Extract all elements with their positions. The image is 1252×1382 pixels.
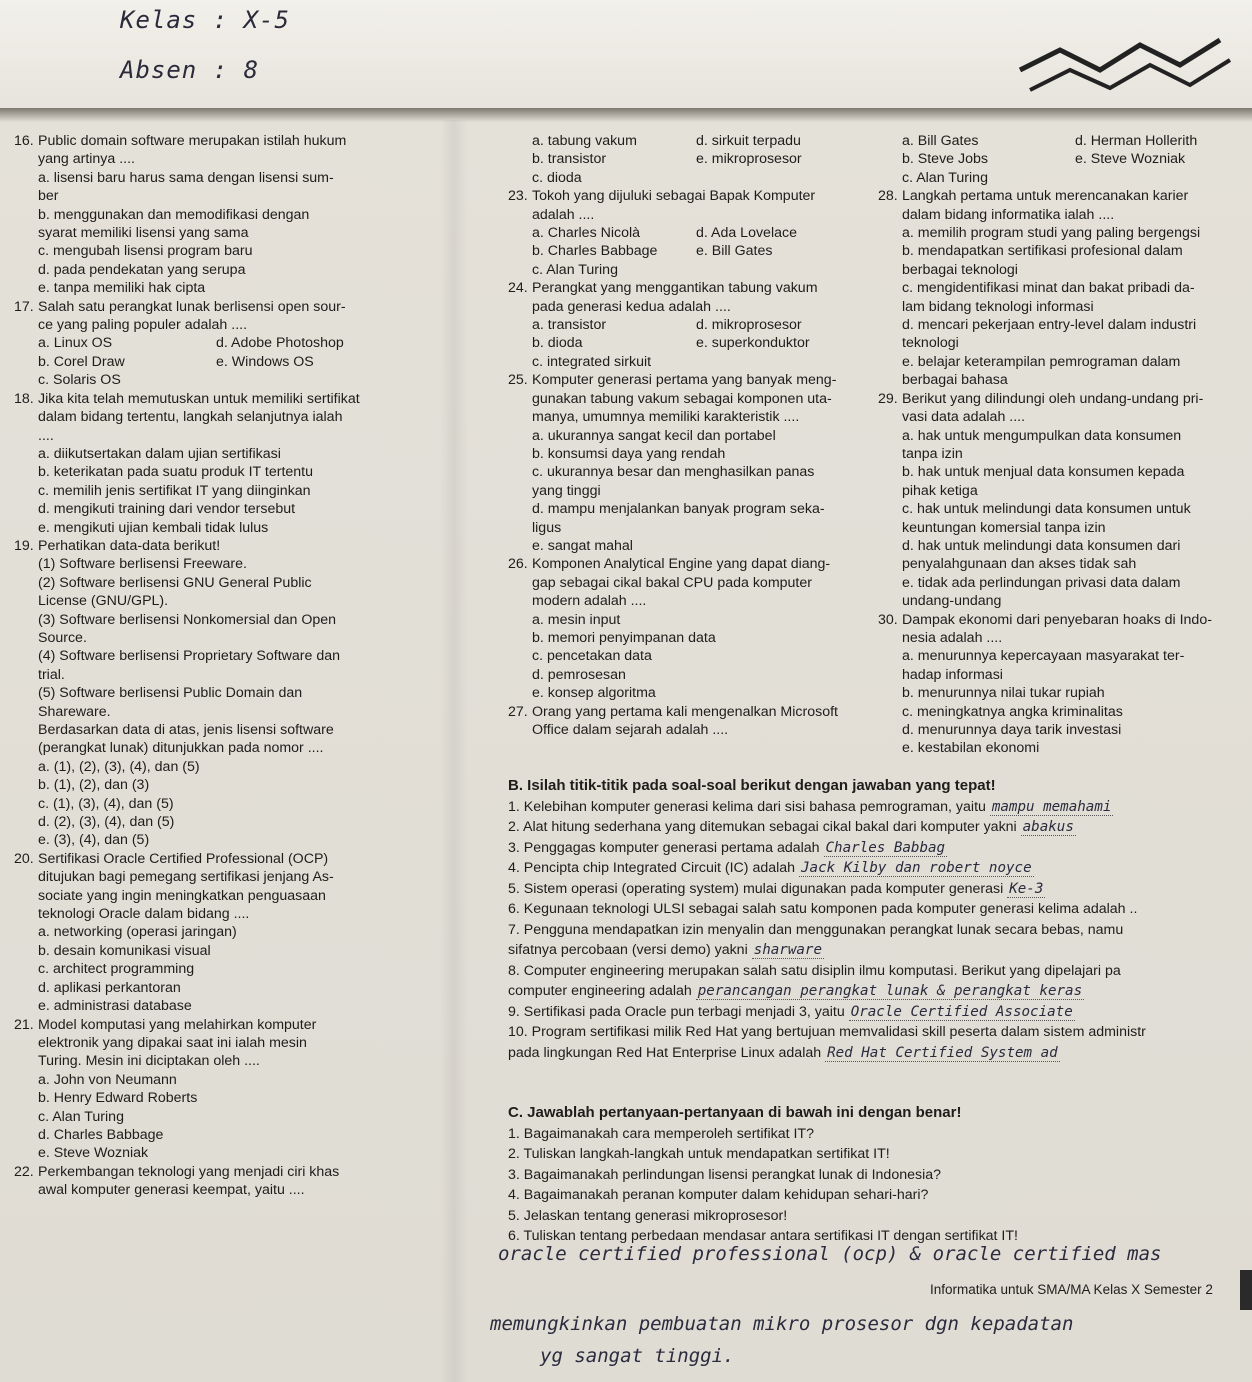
question-stem [508, 703, 860, 721]
answer-option: d. mengikuti training dari vendor tersebut [38, 501, 296, 518]
handwritten-class: Kelas : X-5 [120, 6, 290, 34]
answer-option: d. Herman Hollerith [1075, 133, 1198, 149]
question-block [508, 279, 860, 371]
handwritten-answer: abakus [1022, 819, 1074, 835]
page-footer: Informatika untuk SMA/MA Kelas X Semester 2 [930, 1282, 1213, 1297]
question-number: 27. [508, 703, 528, 720]
essay-question: 6. Tuliskan tentang perbedaan mendasar antara sertifikasi IT dengan sertifikat IT! [508, 1228, 1018, 1244]
answer-option-row [508, 334, 860, 352]
question-stem [14, 390, 394, 408]
answer-option: c. Alan Turing [902, 169, 988, 186]
question-stem [878, 390, 1248, 408]
column-left [14, 132, 394, 1200]
question-block [508, 187, 860, 279]
answer-option-row [14, 334, 394, 352]
fill-in-item [508, 817, 1248, 838]
fill-in-question: 7. Pengguna mendapatkan izin menyalin dan menggunakan perangkat lunak secara bebas, namu [508, 921, 1124, 938]
answer-option: ber [38, 188, 59, 205]
answer-option: yang tinggi [532, 482, 601, 499]
answer-option: License (GNU/GPL). [38, 593, 169, 610]
answer-option [216, 371, 394, 389]
answer-option: a. Charles Nicolà [532, 225, 641, 242]
answer-option: (5) Software berlisensi Public Domain dan [38, 685, 303, 702]
answer-option: Source. [38, 629, 87, 646]
handwritten-answer: Ke-3 [1009, 880, 1044, 897]
answer-option: c. ukurannya besar dan menghasilkan panas [532, 464, 815, 481]
question-stem: elektronik yang dipakai saat ini ialah mesin [38, 1034, 307, 1051]
answer-option: c. (1), (3), (4), dan (5) [38, 795, 174, 812]
question-stem [508, 555, 860, 573]
answer-option: a. mesin input [532, 611, 621, 628]
question-stem: gap sebagai cikal bakal CPU pada komputer [532, 574, 812, 591]
answer-option: a. lisensi baru harus sama dengan lisensi sum- [38, 169, 334, 186]
question-stem: ce yang paling populer adalah .... [38, 317, 248, 334]
question-number: 25. [508, 372, 528, 389]
question-stem: teknologi Oracle dalam bidang .... [38, 906, 250, 923]
question-stem: dalam bidang tertentu, langkah selanjutnya ialah [38, 409, 343, 426]
answer-option: b. Steve Jobs [902, 151, 988, 168]
answer-option: b. memori penyimpanan data [532, 629, 716, 646]
question-block [14, 390, 394, 537]
fill-in-item [508, 940, 1248, 961]
answer-option: d. Adobe Photoshop [216, 335, 344, 352]
answer-option: c. pencetakan data [532, 648, 652, 665]
answer-option: c. hak untuk melindungi data konsumen untuk [902, 501, 1191, 518]
question-stem [508, 187, 860, 205]
essay-question: 2. Tuliskan langkah-langkah untuk mendapatkan sertifikat IT! [508, 1146, 890, 1162]
question-block [14, 1016, 394, 1163]
question-number: 28. [878, 188, 898, 205]
fill-in-item [508, 981, 1248, 1002]
answer-option: e. superkonduktor [696, 335, 810, 352]
fill-in-question: 10. Program sertifikasi milik Red Hat yang bertujuan memvalidasi skill peserta dalam sistem administr [508, 1024, 1146, 1040]
question-stem: dalam bidang informatika ialah .... [902, 206, 1115, 223]
answer-option-row [508, 169, 860, 187]
handwritten-answer: Oracle Certified Associate [850, 1003, 1073, 1020]
answer-option: a. menurunnya kepercayaan masyarakat ter- [902, 648, 1185, 665]
answer-option: d. mikroprosesor [696, 317, 802, 334]
answer-option [696, 261, 860, 279]
answer-option-row [508, 224, 860, 242]
question-stem: ditujukan bagi pemegang sertifikasi jenjang As- [38, 869, 334, 886]
question-text: Komputer generasi pertama yang banyak meng- [532, 372, 837, 389]
question-text: Tokoh yang dijuluki sebagai Bapak Komputer [532, 188, 816, 205]
answer-option: Shareware. [38, 703, 111, 720]
answer-option: a. transistor [532, 317, 607, 334]
answer-option [1075, 169, 1248, 187]
answer-option: b. Henry Edward Roberts [38, 1090, 198, 1107]
question-stem: manya, umumnya memiliki karakteristik .... [532, 409, 800, 426]
answer-option: d. pemrosesan [532, 666, 626, 683]
answer-option: trial. [38, 666, 65, 683]
answer-option: e. Windows OS [216, 353, 314, 370]
question-block [14, 298, 394, 390]
answer-option: c. integrated sirkuit [532, 353, 652, 370]
fill-in-question: sifatnya percobaan (versi demo) yakni [508, 942, 752, 958]
question-number: 19. [14, 537, 34, 554]
question-number: 21. [14, 1016, 34, 1033]
question-stem: vasi data adalah .... [902, 409, 1026, 426]
question-stem: sociate yang ingin meningkatkan penguasaan [38, 887, 326, 904]
answer-option: d. pada pendekatan yang serupa [38, 261, 246, 278]
question-number: 23. [508, 188, 528, 205]
question-number: 17. [14, 298, 34, 315]
answer-option: b. transistor [532, 151, 607, 168]
answer-option: berbagai bahasa [902, 372, 1008, 389]
question-number: 20. [14, 850, 34, 867]
answer-option: a. Linux OS [38, 335, 113, 352]
question-stem: awal komputer generasi keempat, yaitu .... [38, 1182, 305, 1199]
fill-in-question: 9. Sertifikasi pada Oracle pun terbagi menjadi 3, yaitu [508, 1003, 849, 1020]
answer-option: (1) Software berlisensi Freeware. [38, 556, 247, 573]
handwritten-answer: sharware [753, 942, 823, 958]
question-text: Dampak ekonomi dari penyebaran hoaks di Indo- [902, 611, 1212, 628]
question-number: 22. [14, 1163, 34, 1180]
answer-option: a. tabung vakum [532, 133, 637, 149]
answer-option: e. (3), (4), dan (5) [38, 832, 150, 849]
question-block [878, 187, 1248, 389]
question-text: Berikut yang dilindungi oleh undang-undang pri- [902, 390, 1204, 407]
question-stem [14, 132, 394, 150]
question-stem: adalah .... [532, 206, 595, 223]
handwritten-note-3: yg sangat tinggi. [540, 1345, 735, 1367]
fill-in-item [508, 920, 1248, 941]
answer-option: a. ukurannya sangat kecil dan portabel [532, 427, 776, 444]
answer-option: c. Alan Turing [38, 1108, 124, 1125]
answer-option: e. sangat mahal [532, 537, 633, 554]
question-stem [14, 1016, 394, 1034]
fill-in-question: 6. Kegunaan teknologi ULSI sebagai salah satu komponen pada komputer generasi kelima adalah .. [508, 901, 1138, 917]
fill-in-item [508, 899, 1248, 920]
fill-in-question: computer engineering adalah [508, 983, 696, 999]
answer-option-row [508, 316, 860, 334]
fill-in-question: pada lingkungan Red Hat Enterprise Linux adalah [508, 1044, 826, 1061]
answer-option-row [878, 132, 1248, 150]
answer-option: (4) Software berlisensi Proprietary Software dan [38, 648, 341, 665]
answer-option: e. konsep algoritma [532, 685, 656, 702]
answer-option: d. menurunnya daya tarik investasi [902, 722, 1122, 738]
answer-option: d. sirkuit terpadu [696, 133, 801, 149]
answer-option-row [878, 150, 1248, 168]
question-block [508, 703, 860, 740]
answer-option-row [878, 169, 1248, 187]
question-number: 24. [508, 280, 528, 297]
page-edge [1240, 1270, 1252, 1310]
fill-in-item [508, 1043, 1248, 1064]
question-text: Public domain software merupakan istilah hukum [38, 133, 347, 149]
answer-option: penyalahgunaan dan akses tidak sah [902, 556, 1137, 573]
answer-option: keuntungan komersial tanpa izin [902, 519, 1106, 536]
handwritten-answer: Charles Babbag [825, 839, 946, 856]
question-text: Jika kita telah memutuskan untuk memiliki sertifikat [38, 390, 360, 407]
question-stem [14, 721, 394, 739]
answer-option: ligus [532, 519, 562, 536]
answer-option: d. Charles Babbage [38, 1126, 164, 1143]
question-block [14, 850, 394, 1016]
question-block [14, 721, 394, 850]
answer-option: c. architect programming [38, 961, 195, 978]
question-text: Perhatikan data-data berikut! [38, 537, 221, 554]
answer-option: c. mengubah lisensi program baru [38, 243, 253, 260]
question-stem: nesia adalah .... [902, 629, 1003, 646]
fill-in-item [508, 1022, 1248, 1043]
answer-option: b. dioda [532, 335, 583, 352]
answer-option-row [508, 132, 860, 150]
answer-option: e. tanpa memiliki hak cipta [38, 280, 206, 297]
answer-option: a. memilih program studi yang paling bergengsi [902, 225, 1201, 242]
answer-option: berbagai teknologi [902, 261, 1018, 278]
question-stem: pada generasi kedua adalah .... [532, 298, 731, 315]
question-stem [14, 850, 394, 868]
question-stem: modern adalah .... [532, 593, 647, 610]
page-spine [440, 120, 468, 1382]
question-text: Perangkat yang menggantikan tabung vakum [532, 280, 818, 297]
section-c [508, 1103, 1248, 1247]
answer-option: e. mengikuti ujian kembali tidak lulus [38, 519, 269, 536]
question-text: Sertifikasi Oracle Certified Professional (OCP) [38, 850, 329, 867]
question-block [508, 555, 860, 702]
answer-option-row [508, 242, 860, 260]
answer-option: d. aplikasi perkantoran [38, 979, 181, 996]
question-text: Orang yang pertama kali mengenalkan Microsoft [532, 703, 838, 720]
question-stem [508, 279, 860, 297]
fill-in-question: 5. Sistem operasi (operating system) mulai digunakan pada komputer generasi [508, 880, 1008, 897]
answer-option: e. mikroprosesor [696, 151, 802, 168]
answer-option: b. desain komunikasi visual [38, 942, 211, 959]
column-middle [508, 132, 860, 739]
question-stem: yang artinya .... [38, 151, 135, 168]
question-stem [878, 187, 1248, 205]
question-block [14, 132, 394, 298]
answer-option: (2) Software berlisensi GNU General Public [38, 574, 312, 591]
answer-option: tanpa izin [902, 445, 963, 462]
answer-option: b. mendapatkan sertifikasi profesional dalam [902, 243, 1183, 260]
answer-option: c. mengidentifikasi minat dan bakat pribadi da- [902, 280, 1195, 297]
doodle-zigzag [1000, 10, 1240, 110]
question-text: Salah satu perangkat lunak berlisensi open sour- [38, 298, 346, 315]
section-b-title: B. Isilah titik-titik pada soal-soal berikut dengan jawaban yang tepat! [508, 777, 996, 794]
answer-option: d. hak untuk melindungi data konsumen dari [902, 537, 1181, 554]
answer-option: e. tidak ada perlindungan privasi data dalam [902, 574, 1181, 591]
question-text: Komponen Analytical Engine yang dapat diang- [532, 556, 831, 573]
fill-in-item [508, 961, 1248, 982]
question-number: 30. [878, 611, 898, 628]
answer-option [696, 169, 860, 187]
question-block [14, 537, 394, 721]
answer-option: hadap informasi [902, 666, 1003, 683]
answer-option: d. Ada Lovelace [696, 225, 797, 242]
question-block [508, 371, 860, 555]
question-number: 26. [508, 556, 528, 573]
answer-option: a. networking (operasi jaringan) [38, 924, 237, 941]
answer-option: d. mampu menjalankan banyak program seka- [532, 501, 825, 518]
question-stem [14, 1163, 394, 1181]
answer-option: pihak ketiga [902, 482, 978, 499]
handwritten-answer: Jack Kilby dan robert noyce [801, 860, 1032, 876]
answer-option [696, 353, 860, 371]
fill-in-item [508, 797, 1248, 818]
question-block [508, 132, 860, 187]
question-block [878, 390, 1248, 611]
essay-question: 4. Bagaimanakah peranan komputer dalam kehidupan sehari-hari? [508, 1187, 929, 1203]
fill-in-question: 2. Alat hitung sederhana yang ditemukan sebagai cikal bakal dari komputer yakni [508, 819, 1021, 835]
fill-in-question: 3. Penggagas komputer generasi pertama adalah [508, 839, 824, 856]
answer-option: a. (1), (2), (3), (4), dan (5) [38, 758, 200, 775]
question-stem: Office dalam sejarah adalah .... [532, 722, 729, 738]
answer-option: c. dioda [532, 169, 582, 186]
question-text: Berdasarkan data di atas, jenis lisensi software [38, 722, 334, 738]
essay-question: 1. Bagaimanakah cara memperoleh sertifikat IT? [508, 1125, 814, 1142]
answer-option: b. Corel Draw [38, 353, 125, 370]
question-stem [14, 537, 394, 555]
question-block [878, 132, 1248, 187]
answer-option: c. Alan Turing [532, 261, 618, 278]
answer-option: b. menggunakan dan memodifikasi dengan [38, 206, 310, 223]
answer-option: e. Bill Gates [696, 243, 773, 260]
answer-option: c. Solaris OS [38, 372, 121, 389]
answer-option: b. konsumsi daya yang rendah [532, 445, 726, 462]
fill-in-item [508, 879, 1248, 900]
answer-option: a. hak untuk mengumpulkan data konsumen [902, 427, 1182, 444]
handwritten-note-2: memungkinkan pembuatan mikro prosesor dgn kepadatan [490, 1313, 1074, 1335]
answer-option-row [508, 150, 860, 168]
section-c-title: C. Jawablah pertanyaan-pertanyaan di bawah ini dengan benar! [508, 1104, 962, 1121]
answer-option: lam bidang teknologi informasi [902, 298, 1094, 315]
question-stem: (perangkat lunak) ditunjukkan pada nomor .... [38, 740, 324, 757]
handwritten-answer: perancangan perangkat lunak & perangkat keras [697, 983, 1083, 999]
answer-option: b. menurunnya nilai tukar rupiah [902, 685, 1105, 702]
answer-option: c. memilih jenis sertifikat IT yang diinginkan [38, 482, 311, 499]
answer-option: c. meningkatnya angka kriminalitas [902, 703, 1123, 720]
answer-option: e. belajar keterampilan pemrograman dalam [902, 353, 1181, 370]
question-text: Model komputasi yang melahirkan komputer [38, 1016, 317, 1033]
question-stem: gunakan tabung vakum sebagai komponen uta- [532, 390, 832, 407]
question-number: 16. [14, 133, 34, 149]
column-right [878, 132, 1248, 758]
question-block [878, 611, 1248, 758]
answer-option-row [508, 353, 860, 371]
fill-in-item [508, 858, 1248, 879]
handwritten-answer: Red Hat Certified System ad [827, 1044, 1058, 1061]
answer-option: a. John von Neumann [38, 1071, 177, 1088]
fill-in-question: 4. Pencipta chip Integrated Circuit (IC) adalah [508, 860, 799, 876]
question-text: Langkah pertama untuk merencanakan karier [902, 188, 1189, 205]
fill-in-item [508, 1002, 1248, 1023]
answer-option: e. administrasi database [38, 998, 192, 1015]
page-fold [0, 108, 1252, 122]
question-stem [14, 298, 394, 316]
handwritten-answer: mampu memahami [991, 798, 1112, 815]
answer-option: undang-undang [902, 593, 1002, 610]
question-stem [878, 611, 1248, 629]
answer-option: e. Steve Wozniak [38, 1145, 149, 1162]
section-b [508, 776, 1248, 1063]
answer-option: d. mencari pekerjaan entry-level dalam industri [902, 317, 1197, 334]
question-stem: Turing. Mesin ini diciptakan oleh .... [38, 1053, 260, 1070]
question-stem [508, 371, 860, 389]
answer-option-row [508, 261, 860, 279]
essay-question: 5. Jelaskan tentang generasi mikroprosesor! [508, 1207, 788, 1224]
handwritten-absen: Absen : 8 [120, 56, 260, 84]
answer-option: teknologi [902, 335, 959, 352]
answer-option: d. (2), (3), (4), dan (5) [38, 814, 175, 831]
answer-option: b. (1), (2), dan (3) [38, 777, 150, 794]
answer-option: b. hak untuk menjual data konsumen kepada [902, 464, 1185, 481]
handwritten-note-1: oracle certified professional (ocp) & oracle certified mas [498, 1243, 1162, 1265]
answer-option: a. diikutsertakan dalam ujian sertifikasi [38, 445, 281, 462]
answer-option: a. Bill Gates [902, 133, 979, 149]
answer-option-row [14, 353, 394, 371]
answer-option-row [14, 371, 394, 389]
question-block [14, 1163, 394, 1200]
question-stem: .... [38, 427, 54, 444]
fill-in-question: 1. Kelebihan komputer generasi kelima dari sisi bahasa pemrograman, yaitu [508, 798, 990, 815]
answer-option: b. Charles Babbage [532, 243, 658, 260]
answer-option: e. kestabilan ekonomi [902, 740, 1040, 757]
question-number: 18. [14, 390, 34, 407]
question-number: 29. [878, 390, 898, 407]
essay-question: 3. Bagaimanakah perlindungan lisensi perangkat lunak di Indonesia? [508, 1166, 942, 1183]
question-text: Perkembangan teknologi yang menjadi ciri khas [38, 1163, 340, 1180]
answer-option: b. keterikatan pada suatu produk IT tertentu [38, 464, 313, 481]
fill-in-question: 8. Computer engineering merupakan salah satu disiplin ilmu komputasi. Berikut yang dipelajari pa [508, 962, 1121, 979]
answer-option: (3) Software berlisensi Nonkomersial dan Open [38, 611, 337, 628]
answer-option: e. Steve Wozniak [1075, 151, 1186, 168]
fill-in-item [508, 838, 1248, 859]
answer-option: syarat memiliki lisensi yang sama [38, 225, 249, 242]
